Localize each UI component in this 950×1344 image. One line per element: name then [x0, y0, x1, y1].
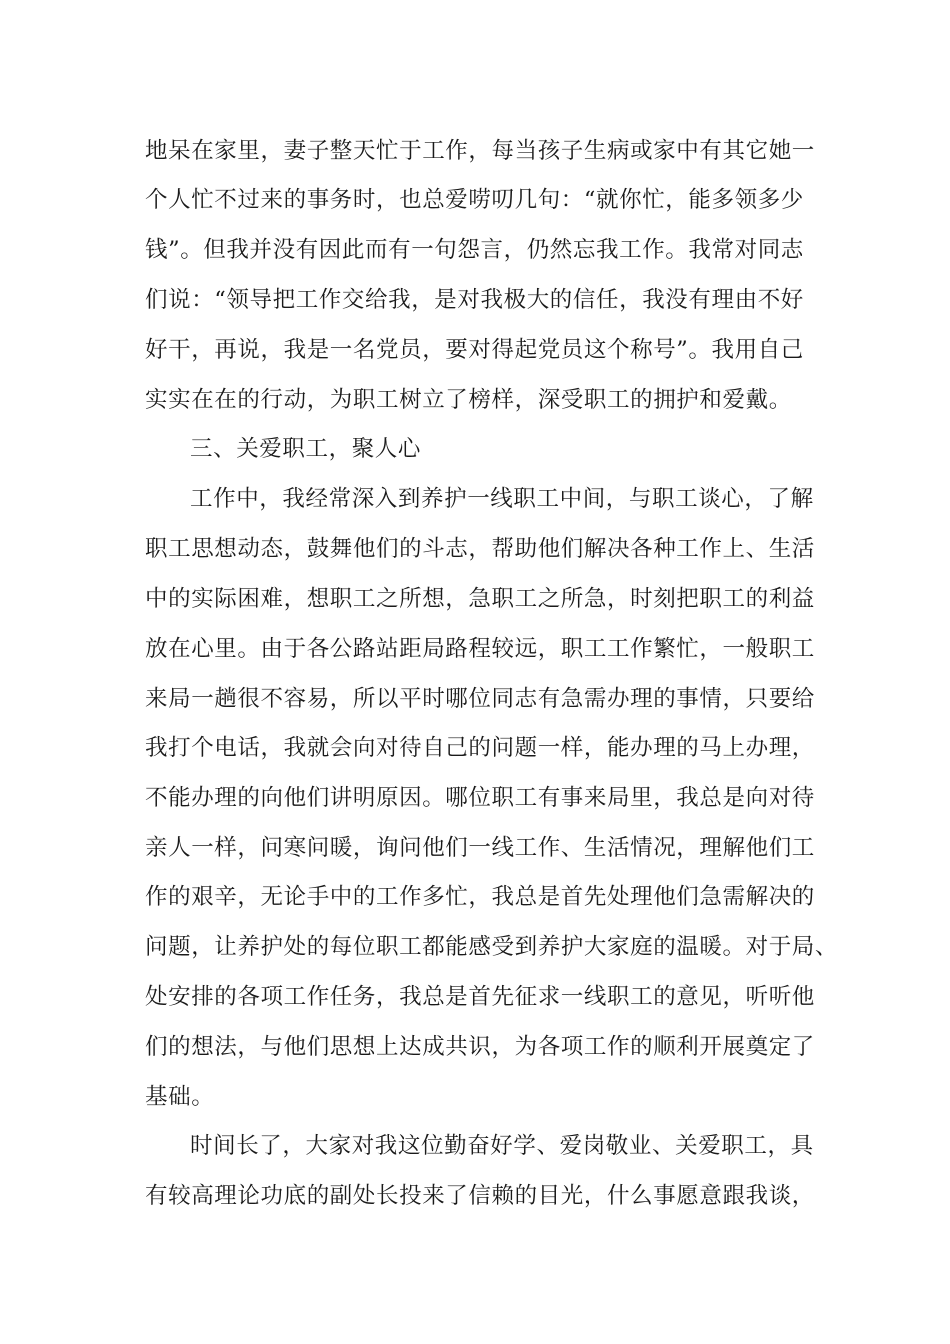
text-line: 们说：“领导把工作交给我，是对我极大的信任，我没有理由不好 — [145, 287, 804, 313]
text-line: 处安排的各项工作任务，我总是首先征求一线职工的意见，听听他 — [145, 984, 815, 1010]
text-line: 好干，再说，我是一名党员，要对得起党员这个称号”。我用自己 — [145, 337, 804, 363]
text-line: 来局一趟很不容易，所以平时哪位同志有急需办理的事情，只要给 — [145, 686, 815, 712]
text-line: 基础。 — [145, 1084, 215, 1110]
text-line: 们的想法，与他们思想上达成共识，为各项工作的顺利开展奠定了 — [145, 1034, 815, 1060]
text-line: 实实在在的行动，为职工树立了榜样，深受职工的拥护和爱戴。 — [145, 387, 792, 413]
text-line: 中的实际困难，想职工之所想，急职工之所急，时刻把职工的利益 — [145, 586, 815, 612]
text-line: 时间长了，大家对我这位勤奋好学、爱岗敬业、关爱职工，具 — [190, 1133, 814, 1159]
text-line: 有较高理论功底的副处长投来了信赖的目光，什么事愿意跟我谈， — [145, 1183, 815, 1209]
text-line: 钱”。但我并没有因此而有一句怨言，仍然忘我工作。我常对同志 — [145, 237, 804, 263]
text-line: 问题，让养护处的每位职工都能感受到养护大家庭的温暖。对于局、 — [145, 934, 839, 960]
text-line: 不能办理的向他们讲明原因。哪位职工有事来局里，我总是向对待 — [145, 785, 815, 811]
text-line: 地呆在家里，妻子整天忙于工作，每当孩子生病或家中有其它她一 — [145, 138, 815, 164]
section-heading: 三、关爱职工，聚人心 — [190, 436, 422, 462]
text-line: 工作中，我经常深入到养护一线职工中间，与职工谈心，了解 — [190, 486, 814, 512]
text-line: 放在心里。由于各公路站距局路程较远，职工工作繁忙，一般职工 — [145, 636, 815, 662]
text-line: 职工思想动态，鼓舞他们的斗志，帮助他们解决各种工作上、生活 — [145, 536, 815, 562]
text-line: 作的艰辛，无论手中的工作多忙，我总是首先处理他们急需解决的 — [145, 884, 815, 910]
text-line: 我打个电话，我就会向对待自己的问题一样，能办理的马上办理， — [145, 735, 815, 761]
text-line: 亲人一样，问寒问暖，询问他们一线工作、生活情况，理解他们工 — [145, 835, 815, 861]
text-line: 个人忙不过来的事务时，也总爱唠叨几句：“就你忙，能多领多少 — [145, 187, 804, 213]
